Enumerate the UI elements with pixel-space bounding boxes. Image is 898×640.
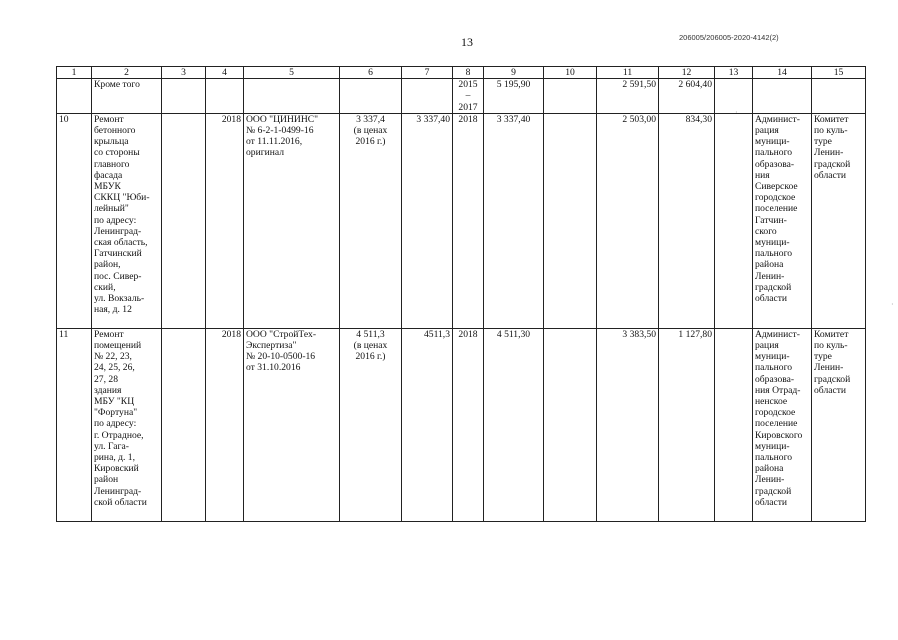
column-number: 3 (162, 67, 206, 79)
col13-cell (715, 328, 753, 521)
scan-speck: · (891, 300, 894, 309)
expertise-cell: ООО "ЦИНИНС" № 6-2-1-0499-16 от 11.11.2016, оригинал (244, 113, 340, 328)
table-row (57, 328, 866, 521)
col12-cell: 834,30 (659, 113, 715, 328)
col7-cell: 3 337,40 (402, 113, 453, 328)
col7-cell: 4511,3 (402, 328, 453, 521)
document-id: 206005/206005-2020-4142(2) (679, 33, 779, 42)
column-number: 8 (453, 67, 484, 79)
col10-cell (544, 113, 597, 328)
total-col9: 5 195,90 (484, 79, 544, 114)
col8-cell: 2018 (453, 328, 484, 521)
row-number: 11 (57, 328, 92, 521)
column-number: 9 (484, 67, 544, 79)
column-number: 6 (340, 67, 402, 79)
total-row (57, 79, 866, 114)
col13-cell (715, 113, 753, 328)
col8-cell: 2018 (453, 113, 484, 328)
col12-cell: 1 127,80 (659, 328, 715, 521)
table-row (57, 113, 866, 328)
column-number: 4 (206, 67, 244, 79)
scan-speck: · (735, 108, 738, 117)
page-number: 13 (461, 35, 473, 49)
column-number: 2 (92, 67, 162, 79)
col9-cell: 3 337,40 (484, 113, 544, 328)
col9-cell: 4 511,30 (484, 328, 544, 521)
column-number: 14 (753, 67, 812, 79)
column-number-row (57, 67, 866, 79)
cost-cell: 3 337,4 (в ценах 2016 г.) (340, 113, 402, 328)
total-years: 2015 – 2017 (453, 79, 484, 114)
administrator-cell: Админист- рация муници- пального образова- ния Отрад- ненское городское поселение Кировского муници- пального района Ленин- градской области (753, 328, 812, 521)
col11-cell: 2 503,00 (597, 113, 659, 328)
column-number: 12 (659, 67, 715, 79)
total-col11: 2 591,50 (597, 79, 659, 114)
administrator-cell: Админист- рация муници- пального образова- ния Сиверское городское поселение Гатчин- ского муници- пального района Ленин- градской области (753, 113, 812, 328)
committee-cell: Комитет по куль- туре Ленин- градской области (812, 328, 866, 521)
object-name: Ремонт помещений № 22, 23, 24, 25, 26, 27, 28 здания МБУ "КЦ "Фортуна" по адресу: г. Отрадное, ул. Гага- рина, д. 1, Кировский район Ленинград- ской области (92, 328, 162, 521)
column-number: 11 (597, 67, 659, 79)
year-cell: 2018 (206, 113, 244, 328)
committee-cell: Комитет по куль- туре Ленин- градской области (812, 113, 866, 328)
object-name: Ремонт бетонного крыльца со стороны главного фасада МБУК СККЦ "Юби- лейный" по адресу: Ленинград- ская область, Гатчинский район, пос. Сивер- ский, ул. Вокзаль- ная, д. 12 (92, 113, 162, 328)
cost-cell: 4 511,3 (в ценах 2016 г.) (340, 328, 402, 521)
column-number: 5 (244, 67, 340, 79)
row-number: 10 (57, 113, 92, 328)
total-label: Кроме того (92, 79, 162, 114)
column-number: 1 (57, 67, 92, 79)
col11-cell: 3 383,50 (597, 328, 659, 521)
budget-table (56, 66, 866, 522)
col3-cell (162, 328, 206, 521)
col10-cell (544, 328, 597, 521)
column-number: 15 (812, 67, 866, 79)
total-col12: 2 604,40 (659, 79, 715, 114)
expertise-cell: ООО "СтройТех- Экспертиза" № 20-10-0500-16 от 31.10.2016 (244, 328, 340, 521)
col3-cell (162, 113, 206, 328)
column-number: 10 (544, 67, 597, 79)
column-number: 7 (402, 67, 453, 79)
column-number: 13 (715, 67, 753, 79)
year-cell: 2018 (206, 328, 244, 521)
